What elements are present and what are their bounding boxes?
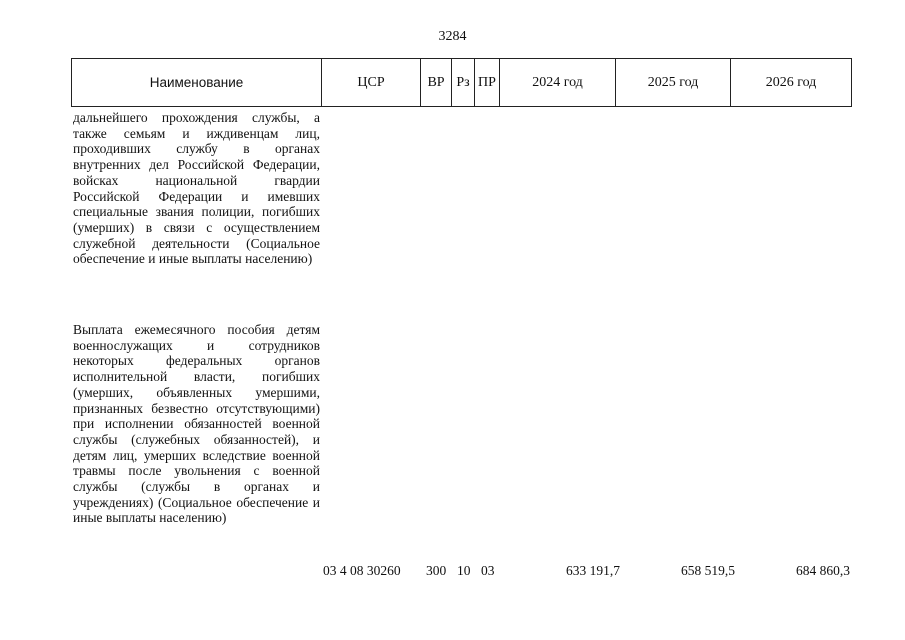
row-vr-code: 300: [426, 563, 447, 578]
page-number: 3284: [438, 29, 467, 44]
row-pr-code: 03: [481, 563, 495, 578]
column-header-2025: 2025 год: [616, 59, 731, 107]
column-header-pr: ПР: [475, 59, 500, 107]
row-rz-code: 10: [457, 563, 471, 578]
column-header-2026: 2026 год: [731, 59, 852, 107]
column-header-csr: ЦСР: [322, 59, 421, 107]
column-header-name: Наименование: [72, 59, 322, 107]
column-header-vr: ВР: [421, 59, 452, 107]
row-description-continued: дальнейшего прохождения службы, а также семьям и иждивенцам лиц, проходивших службу в органах внутренних дел Российской Федерации, войсках национальной гвардии Российской Федерации и имевших специальные звания полиции, погибших (умерших) в связи с осуществлением служебной деятельности (Социальное обеспечение и иные выплаты населению): [73, 110, 320, 267]
row-csr-code: 03 4 08 30260: [323, 563, 401, 578]
table-header: [71, 58, 852, 107]
row-amount-2026: 684 860,3: [796, 563, 850, 578]
row-amount-2024: 633 191,7: [566, 563, 620, 578]
row-amount-2025: 658 519,5: [681, 563, 735, 578]
column-header-rz: Рз: [452, 59, 475, 107]
column-header-2024: 2024 год: [500, 59, 616, 107]
row-description-monthly-allowance: Выплата ежемесячного пособия детям военнослужащих и сотрудников некоторых федеральных органов исполнительной власти, погибших (умерших, объявленных умершими, признанных безвестно отсутствующими) при исполнении обязанностей военной службы (служебных обязанностей), и детям лиц, умерших вследствие военной травмы после увольнения с военной службы (службы в органах и учреждениях) (Социальное обеспечение и иные выплаты населению): [73, 322, 320, 526]
